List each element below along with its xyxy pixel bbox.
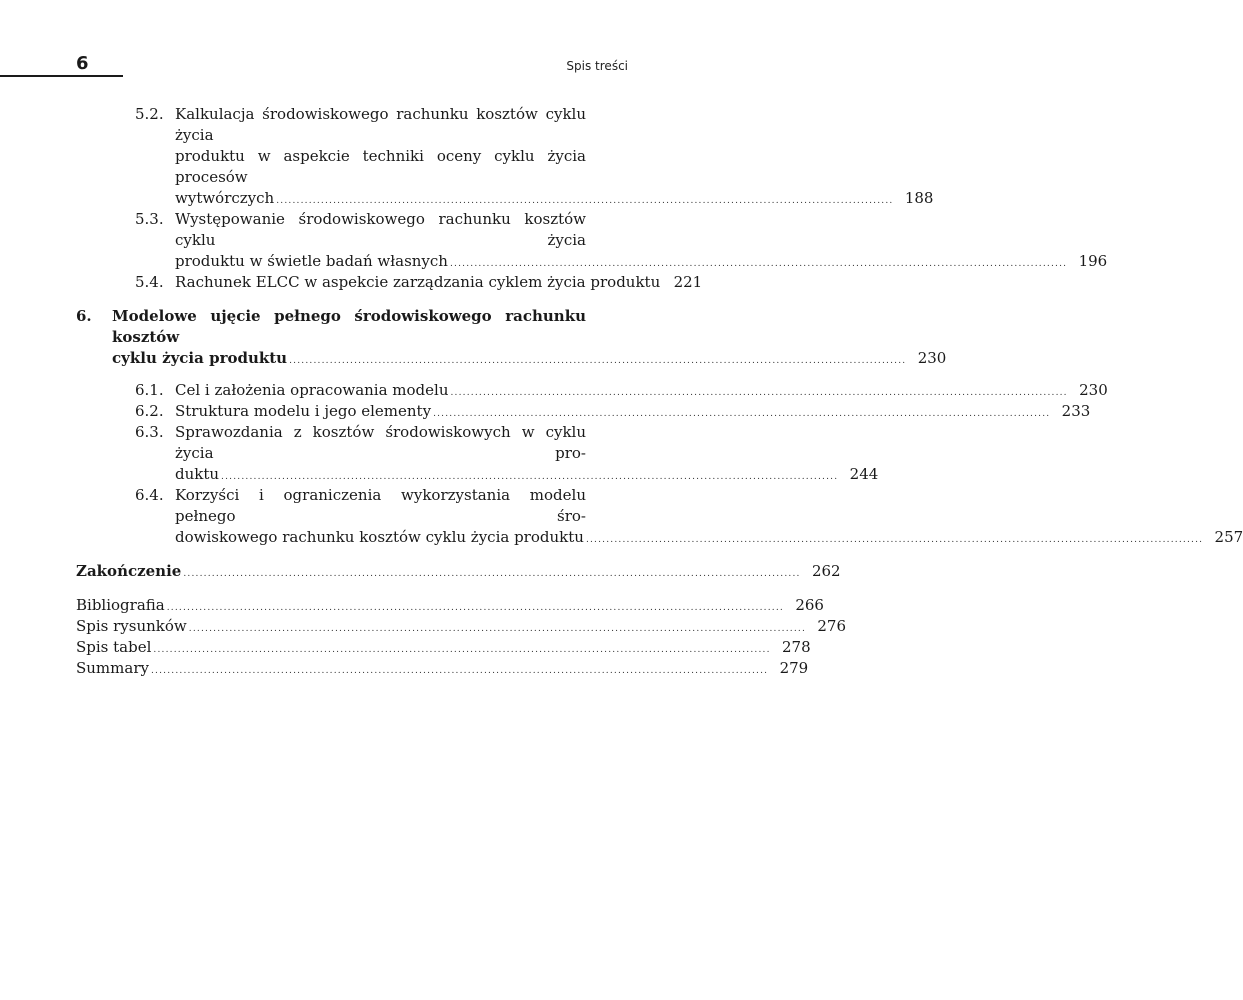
dot-leader: ........................................................................................................................................................ [450,388,1068,398]
entry-title-line: Korzyści i ograniczenia wykorzystania modelu pełnego śro- [175,486,586,525]
entry-title-line: Rachunek ELCC w aspekcie zarządzania cyklem życia produktu [175,273,661,291]
header-rule [0,75,123,77]
page-ref: 262 [811,562,841,580]
entry-title-line: duktu [175,465,220,483]
dot-leader: ........................................................................................................................................................ [289,356,907,366]
dot-leader: ........................................................................................................................................................ [221,472,839,482]
page-ref: 266 [795,596,824,614]
dot-leader: ........................................................................................................................................................ [188,624,807,634]
entry-title-line: Kalkulacja środowiskowego rachunku kosztów cyklu życia [175,105,586,144]
entry-title-line: Spis tabel [76,638,152,656]
entry-title-line: Występowanie środowiskowego rachunku kosztów cyklu życia [175,210,586,249]
dot-leader: ........................................................................................................................................................ [183,569,801,579]
toc-entry-6-3[interactable] [76,422,879,485]
entry-title-line: Sprawozdania z kosztów środowiskowych w cyklu życia pro- [175,423,586,462]
entry-number: 6.1. [135,381,164,399]
toc-entry-spis-rysunkow[interactable] [76,616,847,637]
entry-title-line: cyklu życia produktu [112,349,288,367]
toc-entry-5-2[interactable] [76,104,934,209]
entry-title-line: Summary [76,659,149,677]
page-ref: 257 [1214,528,1243,546]
running-head: Spis treści [566,59,628,73]
toc-entry-bibliografia[interactable] [76,595,824,616]
page-number: 6 [76,53,89,74]
dot-leader: ........................................................................................................................................................ [150,666,769,676]
toc-entry-summary[interactable] [76,658,809,679]
toc-entry-5-3[interactable] [76,209,1108,272]
toc-entry-zakonczenie[interactable] [76,561,841,582]
entry-title-line: produktu w aspekcie techniki oceny cyklu życia procesów [175,147,586,186]
page-ref: 196 [1078,252,1108,270]
toc-entry-spis-tabel[interactable] [76,637,811,658]
page-ref: 276 [817,617,847,635]
entry-title-line: Struktura modelu i jego elementy [175,402,432,420]
dot-leader: ........................................................................................................................................................ [449,259,1068,269]
dot-leader: ........................................................................................................................................................ [585,535,1204,545]
entry-number: 6. [76,307,92,325]
entry-title-line: Modelowe ujęcie pełnego środowiskowego rachunku kosztów [112,307,586,346]
page-ref: 279 [779,659,809,677]
entry-number: 6.2. [135,402,164,420]
page-ref: 221 [673,273,703,291]
page-ref: 230 [1079,381,1108,399]
entry-title-line: produktu w świetle badań własnych [175,252,448,270]
toc-entry-5-4[interactable] [76,272,703,293]
entry-number: 6.4. [135,486,164,504]
toc-entry-6-1[interactable] [76,380,1108,401]
entry-number: 5.2. [135,105,164,123]
entry-number: 5.4. [135,273,164,291]
table-of-contents [76,104,1243,679]
entry-title-line: dowiskowego rachunku kosztów cyklu życia produktu [175,528,584,546]
dot-leader: ........................................................................................................................................................ [153,645,771,655]
entry-number: 6.3. [135,423,164,441]
entry-number: 5.3. [135,210,164,228]
entry-title-line: Cel i założenia opracowania modelu [175,381,449,399]
page-ref: 230 [917,349,947,367]
page-ref: 278 [782,638,811,656]
toc-entry-6-2[interactable] [76,401,1091,422]
page-ref: 188 [904,189,934,207]
dot-leader: ........................................................................................................................................................ [433,409,1051,419]
entry-title-line: Bibliografia [76,596,165,614]
entry-title-line: Zakończenie [76,562,182,580]
dot-leader: ........................................................................................................................................................ [276,196,894,206]
entry-title-line: wytwórczych [175,189,275,207]
page-ref: 233 [1061,402,1091,420]
toc-entry-6-4[interactable] [76,485,1243,548]
toc-entry-chapter-6[interactable] [76,306,947,369]
dot-leader: ........................................................................................................................................................ [166,603,784,613]
page-ref: 244 [849,465,879,483]
entry-title-line: Spis rysunków [76,617,187,635]
